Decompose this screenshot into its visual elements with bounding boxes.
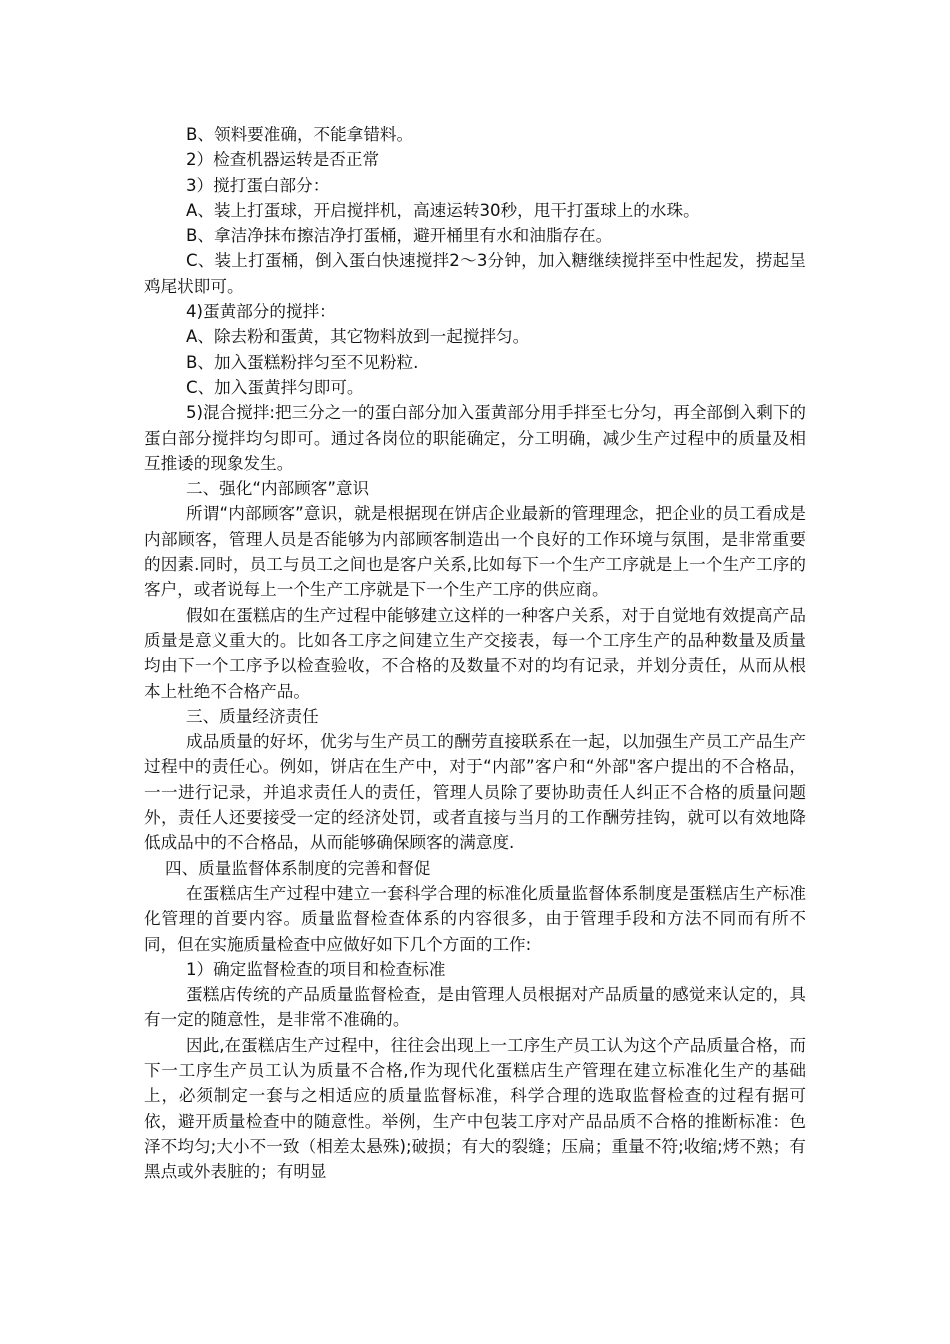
paragraph: 4)蛋黄部分的搅拌： bbox=[186, 302, 336, 322]
paragraph: A、除去粉和蛋黄，其它物料放到一起搅拌匀。 bbox=[186, 327, 530, 347]
paragraph: B、领料要准确，不能拿错料。 bbox=[186, 125, 414, 144]
paragraph: 在蛋糕店生产过程中建立一套科学合理的标准化质量监督体系制度是蛋糕店生产标准化管理的首要内容。质量监督检查体系的内容很多，由于管理手段和方法不同而有所不同，但在实施质量检查中应做好如下几个方面的工作: bbox=[144, 883, 806, 954]
section-heading: 三、质量经济责任 bbox=[186, 706, 319, 726]
paragraph: 蛋糕店传统的产品质量监督检查，是由管理人员根据对产品质量的感觉来认定的，具有一定的随意性，是非常不准确的。 bbox=[144, 985, 806, 1030]
paragraph: 3）搅打蛋白部分： bbox=[186, 175, 330, 195]
paragraph: 5)混合搅拌:把三分之一的蛋白部分加入蛋黄部分用手拌至七分匀，再全部倒入剩下的蛋白部分搅拌均匀即可。通过各岗位的职能确定，分工明确，减少生产过程中的质量及相互推诿的现象发生。 bbox=[144, 403, 806, 473]
paragraph: B、拿洁净抹布擦洁净打蛋桶，避开桶里有水和油脂存在。 bbox=[186, 226, 613, 246]
paragraph: A、装上打蛋球，开启搅拌机，高速运转30秒，甩干打蛋球上的水珠。 bbox=[186, 200, 700, 220]
paragraph: 2）检查机器运转是否正常 bbox=[186, 150, 380, 170]
paragraph: C、装上打蛋桶，倒入蛋白快速搅拌2～3分钟，加入糖继续搅拌至中性起发，捞起呈鸡尾状即可。 bbox=[144, 251, 806, 296]
paragraph: 假如在蛋糕店的生产过程中能够建立这样的一种客户关系，对于自觉地有效提高产品质量是意义重大的。比如各工序之间建立生产交接表，每一个工序生产的品种数量及质量均由下一个工序予以检查验收，不合格的及数量不对的均有记录，并划分责任，从而从根本上杜绝不合格产品。 bbox=[144, 605, 806, 701]
paragraph: C、加入蛋黄拌匀即可。 bbox=[186, 377, 364, 397]
paragraph: 因此,在蛋糕店生产过程中，往往会出现上一工序生产员工认为这个产品质量合格，而下一工序生产员工认为质量不合格,作为现代化蛋糕店生产管理在建立标准化生产的基础上，必须制定一套与之相适应的质量监督标准，科学合理的选取监督检查的过程有据可依，避开质量检查中的随意性。举例，生产中包装工序对产品品质不合格的推断标准：色泽不均匀;大小不一致（相差太悬殊);破损；有大的裂缝；压扁；重量不符;收缩;烤不熟；有黑点或外表脏的；有明显 bbox=[144, 1035, 806, 1182]
paragraph: B、加入蛋糕粉拌匀至不见粉粒. bbox=[186, 352, 419, 372]
section-heading: 四、质量监督体系制度的完善和督促 bbox=[165, 858, 431, 878]
paragraph: 成品质量的好坏，优劣与生产员工的酬劳直接联系在一起，以加强生产员工产品生产过程中的责任心。例如，饼店在生产中，对于“内部”客户和“外部"客户提出的不合格品，一一进行记录，并追求责任人的责任，管理人员除了要协助责任人纠正不合格的质量问题外，责任人还要接受一定的经济处罚，或者直接与当月的工作酬劳挂钩，就可以有效地降低成品中的不合格品，从而能够确保顾客的满意度. bbox=[144, 732, 806, 853]
paragraph: 1）确定监督检查的项目和检查标准 bbox=[186, 959, 446, 979]
paragraph: 所谓“内部顾客”意识，就是根据现在饼店企业最新的管理理念，把企业的员工看成是内部顾客，管理人员是否能够为内部顾客制造出一个良好的工作环境与氛围，是非常重要的因素.同时，员工与员工之间也是客户关系,比如每下一个生产工序就是上一个生产工序的客户，或者说每上一个生产工序就是下一个生产工序的供应商。 bbox=[144, 504, 806, 600]
document-page bbox=[144, 122, 806, 1184]
section-heading: 二、强化“内部顾客”意识 bbox=[186, 479, 370, 499]
